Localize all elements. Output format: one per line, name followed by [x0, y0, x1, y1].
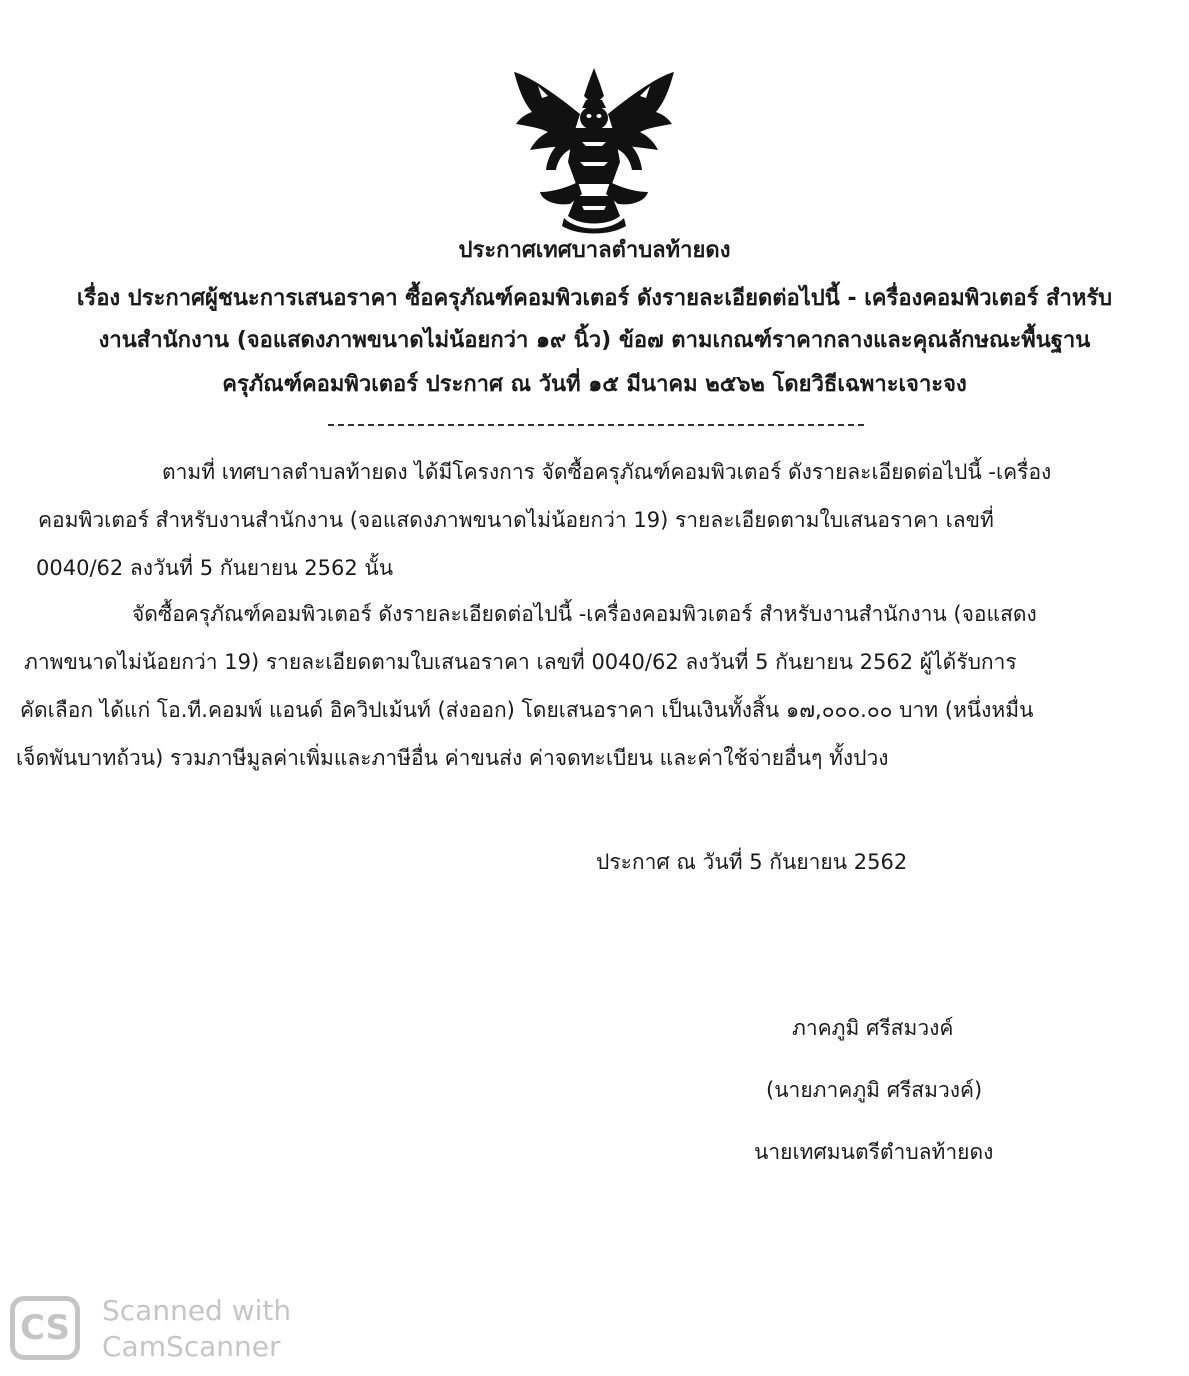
paragraph-line: จัดซื้อครุภัณฑ์คอมพิวเตอร์ ดังรายละเอียดต่อไปนี้ -เครื่องคอมพิวเตอร์ สำหรับงานสำนักงาน (จอแสดง — [132, 602, 1037, 626]
subject-line: ครุภัณฑ์คอมพิวเตอร์ ประกาศ ณ วันที่ ๑๕ มีนาคม ๒๕๖๒ โดยวิธีเฉพาะเจาะจง — [222, 372, 967, 397]
paragraph-line: คัดเลือก ได้แก่ โอ.ที.คอมพ์ แอนด์ อิควิปเม้นท์ (ส่งออก) โดยเสนอราคา เป็นเงินทั้งสิ้น ๑๗,๐๐๐.๐๐ บาท (หนึ่งหมื่น — [20, 698, 1034, 722]
camscanner-watermark — [10, 1290, 310, 1370]
dashed-divider — [328, 424, 864, 426]
paragraph-line: คอมพิวเตอร์ สำหรับงานสำนักงาน (จอแสดงภาพขนาดไม่น้อยกว่า 19) รายละเอียดตามใบเสนอราคา เลขที่ — [38, 508, 994, 532]
paragraph-line: 0040/62 ลงวันที่ 5 กันยายน 2562 นั้น — [36, 556, 394, 580]
signature-name: ภาคภูมิ ศรีสมวงค์ — [792, 1016, 954, 1040]
watermark-line: CamScanner — [102, 1330, 281, 1363]
announce-date: ประกาศ ณ วันที่ 5 กันยายน 2562 — [596, 850, 908, 874]
subject-line: เรื่อง ประกาศผู้ชนะการเสนอราคา ซื้อครุภัณฑ์คอมพิวเตอร์ ดังรายละเอียดต่อไปนี้ - เครื่องคอมพิวเตอร์ สำหรับ — [76, 286, 1113, 311]
paragraph-line: ภาพขนาดไม่น้อยกว่า 19) รายละเอียดตามใบเสนอราคา เลขที่ 0040/62 ลงวันที่ 5 กันยายน 2562 ผู้ได้รับการ — [24, 650, 1017, 674]
camscanner-logo-icon: CS — [10, 1296, 80, 1360]
printed-name: (นายภาคภูมิ ศรีสมวงค์) — [766, 1078, 983, 1102]
watermark-line: Scanned with — [102, 1294, 292, 1327]
subject-line: งานสำนักงาน (จอแสดงภาพขนาดไม่น้อยกว่า ๑๙ นิ้ว) ข้อ๗ ตามเกณฑ์ราคากลางและคุณลักษณะพื้นฐาน — [98, 328, 1091, 353]
paragraph-line: เจ็ดพันบาทถ้วน) รวมภาษีมูลค่าเพิ่มและภาษีอื่น ค่าขนส่ง ค่าจดทะเบียน และค่าใช้จ่ายอื่นๆ ทั้งปวง — [16, 746, 889, 770]
garuda-emblem — [508, 66, 680, 234]
agency-title: ประกาศเทศบาลตำบลท้ายดง — [458, 238, 731, 263]
paragraph-line: ตามที่ เทศบาลตำบลท้ายดง ได้มีโครงการ จัดซื้อครุภัณฑ์คอมพิวเตอร์ ดังรายละเอียดต่อไปนี้ -เครื่อง — [162, 460, 1052, 484]
signer-position: นายเทศมนตรีตำบลท้ายดง — [754, 1140, 994, 1164]
